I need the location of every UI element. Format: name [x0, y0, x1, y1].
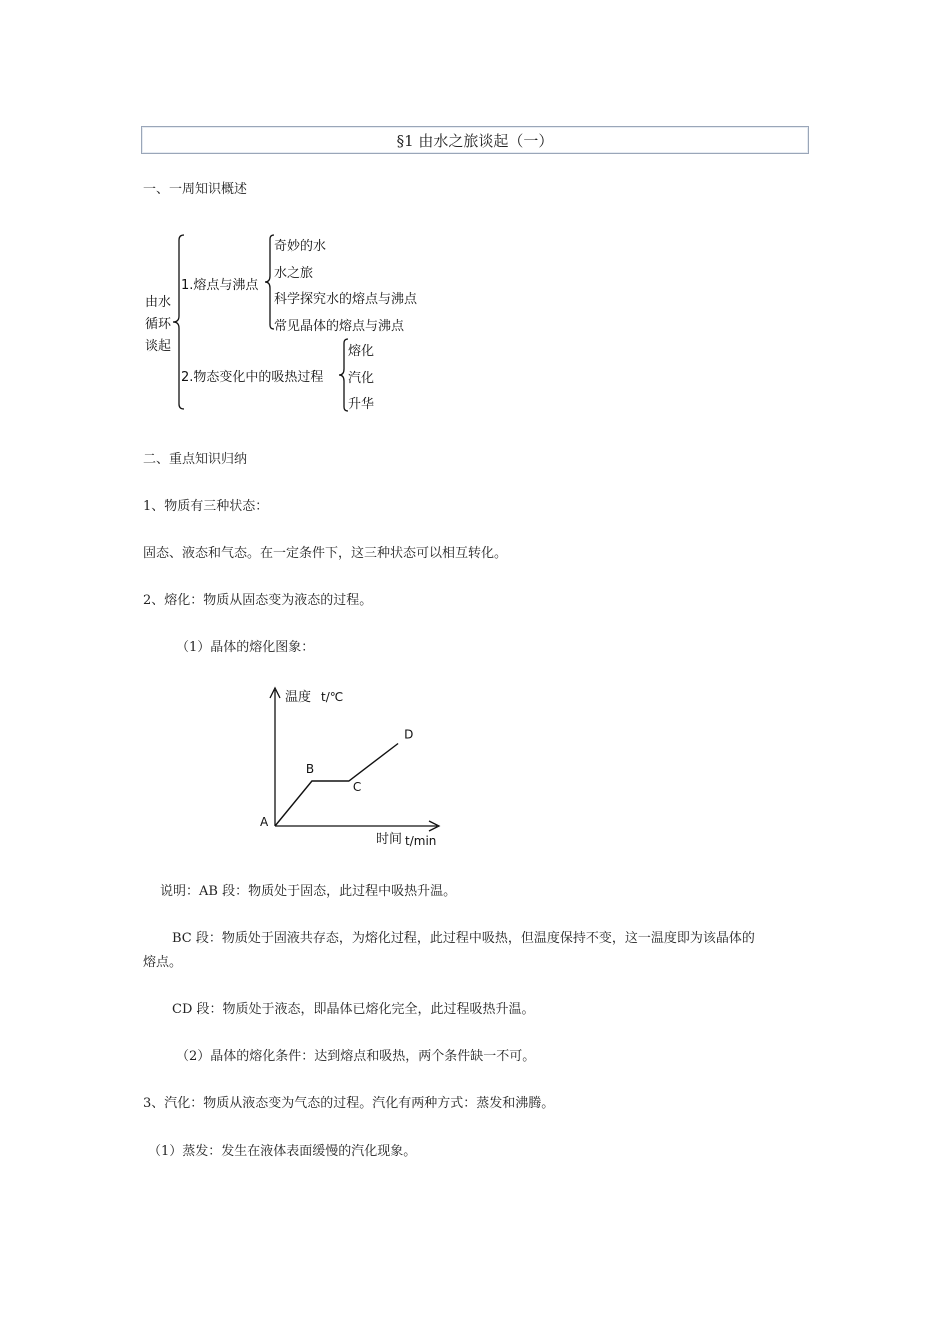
item2-title: 2、熔化：物质从固态变为液态的过程。: [143, 593, 373, 608]
item3-title: 3、汽化：物质从液态变为气态的过程。汽化有两种方式：蒸发和沸腾。: [143, 1096, 555, 1111]
x-axis-unit: t/min: [405, 834, 437, 848]
mindmap-root-line-2: 循环: [145, 317, 172, 332]
section-heading-key-points: 二、重点知识归纳: [143, 452, 248, 467]
item1-text: 固态、液态和气态。在一定条件下，这三种状态可以相互转化。: [143, 546, 508, 561]
mindmap-item: 水之旅: [274, 265, 314, 281]
mindmap-root-line-3: 谈起: [145, 339, 172, 354]
mindmap-item: 熔化: [348, 344, 375, 359]
series-line: [275, 744, 398, 827]
mindmap-branch1-label: 1.熔点与沸点: [181, 278, 259, 293]
item2-subtitle-1: （1）晶体的熔化图象：: [176, 640, 315, 655]
y-axis-label: 温度: [285, 690, 312, 705]
y-axis-unit: t/℃: [321, 690, 344, 704]
item1-title: 1、物质有三种状态：: [143, 499, 269, 514]
mindmap-root-line-1: 由水: [145, 295, 172, 310]
section-heading-overview: 一、一周知识概述: [143, 182, 248, 197]
mindmap-branch1-items: [274, 234, 417, 340]
mindmap-branch2-items: [348, 339, 374, 419]
mindmap-item: 奇妙的水: [274, 239, 327, 254]
mindmap-item: 升华: [348, 397, 375, 412]
mindmap-root: [145, 292, 171, 358]
x-axis-label: 时间: [376, 832, 403, 847]
page-title: [141, 126, 809, 154]
mindmap-item: 常见晶体的熔点与沸点: [274, 318, 405, 334]
item3-subtitle-1: （1）蒸发：发生在液体表面缓慢的汽化现象。: [148, 1144, 417, 1159]
melting-curve-chart: [255, 680, 455, 850]
mindmap-branch2-label: 2.物态变化中的吸热过程: [181, 370, 324, 385]
explain-bc-line-1: BC 段：物质处于固液共存态，为熔化过程，此过程中吸热，但温度保持不变，这一温度即为该晶体的: [172, 931, 755, 946]
explain-ab: 说明：AB 段：物质处于固态，此过程中吸热升温。: [160, 884, 457, 899]
mindmap-item: 汽化: [348, 370, 375, 386]
explain-bc-line-2: 熔点。: [143, 955, 183, 970]
point-labels: [260, 728, 413, 830]
page-title-text: §1 由水之旅谈起（一）: [396, 131, 554, 150]
mindmap-item: 科学探究水的熔点与沸点: [274, 292, 418, 307]
point-label-a: A: [260, 815, 269, 829]
point-label-c: C: [352, 780, 362, 794]
explain-cd: CD 段：物质处于液态，即晶体已熔化完全，此过程吸热升温。: [172, 1002, 535, 1017]
point-label-d: D: [404, 727, 414, 742]
point-label-b: B: [305, 762, 315, 776]
item2-subtitle-2: （2）晶体的熔化条件：达到熔点和吸热，两个条件缺一不可。: [176, 1049, 536, 1064]
